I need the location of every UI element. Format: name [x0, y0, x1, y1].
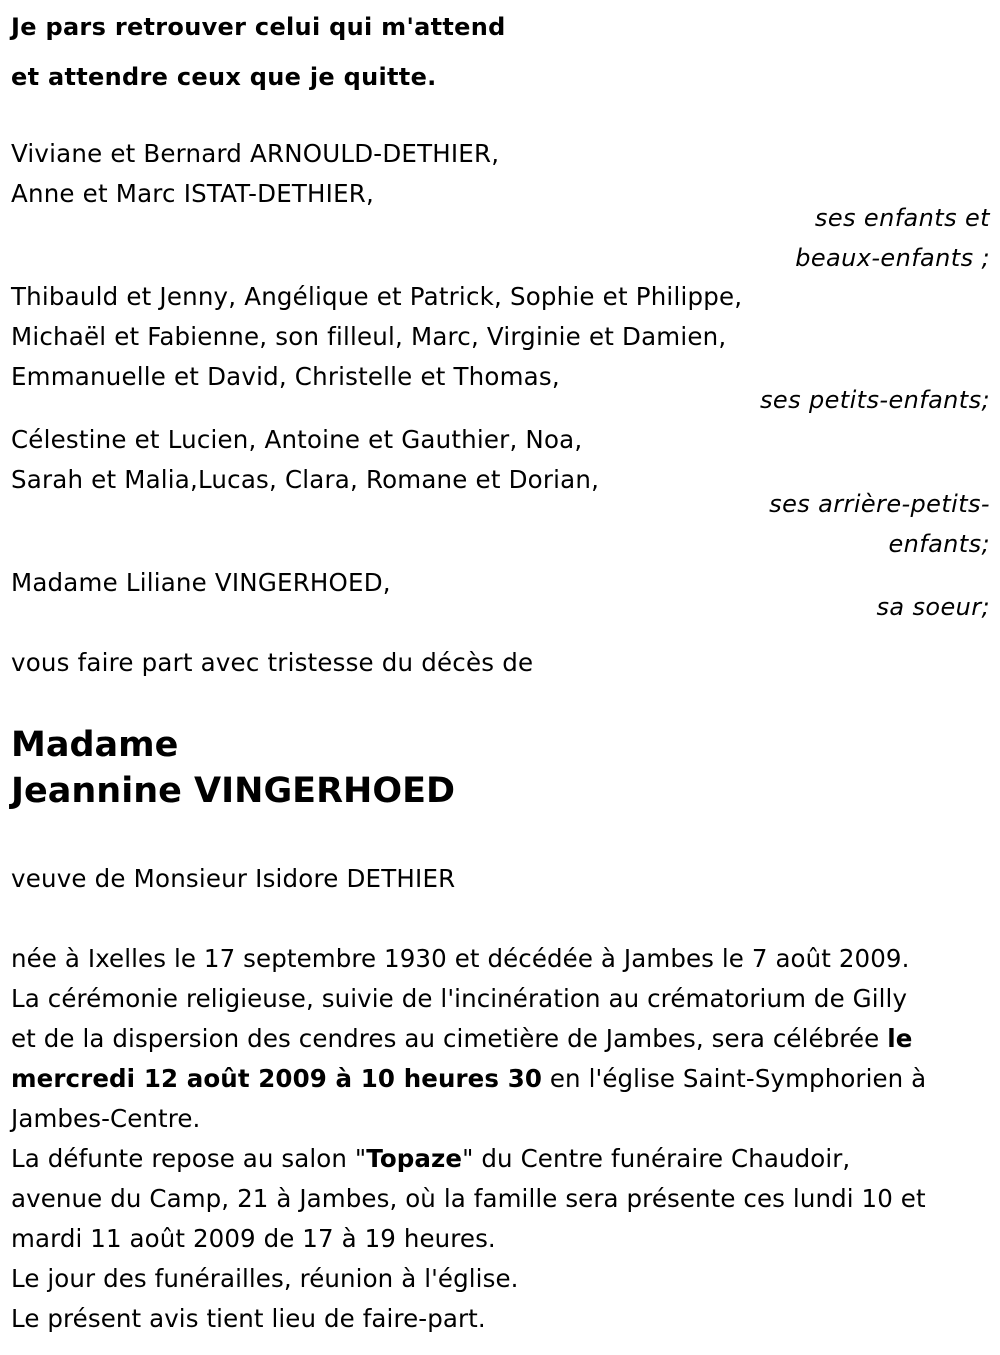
detail-line: mardi 11 août 2009 de 17 à 19 heures. [11, 1224, 496, 1253]
relation-line: ses petits-enfants; [760, 386, 990, 414]
announcement: vous faire part avec tristesse du décès de [11, 648, 534, 677]
detail-line: née à Ixelles le 17 septembre 1930 et décédée à Jambes le 7 août 2009. [11, 944, 910, 973]
relation-line: ses arrière-petits- [769, 490, 990, 518]
relation-line: enfants; [888, 530, 990, 558]
detail-line: et de la dispersion des cendres au cimetière de Jambes, sera célébrée le [11, 1024, 913, 1053]
family-line: Viviane et Bernard ARNOULD-DETHIER, [11, 139, 500, 168]
family-line: Célestine et Lucien, Antoine et Gauthier, Noa, [11, 425, 583, 454]
ceremony-date: mercredi 12 août 2009 à 10 heures 30 [11, 1064, 542, 1093]
family-line: Sarah et Malia,Lucas, Clara, Romane et Dorian, [11, 465, 600, 494]
ceremony-date-emphasis: le [887, 1024, 913, 1053]
detail-line: La cérémonie religieuse, suivie de l'incinération au crématorium de Gilly [11, 984, 908, 1013]
family-line: Thibauld et Jenny, Angélique et Patrick, Sophie et Philippe, [11, 282, 743, 311]
deceased-title: Madame [11, 725, 179, 765]
detail-line: avenue du Camp, 21 à Jambes, où la famille sera présente ces lundi 10 et [11, 1184, 926, 1213]
children-relation [795, 198, 990, 278]
grandchildren-relation [760, 380, 990, 420]
verse-line: Je pars retrouver celui qui m'attend [11, 13, 506, 41]
detail-line: Le jour des funérailles, réunion à l'église. [11, 1264, 519, 1293]
family-line: Madame Liliane VINGERHOED, [11, 568, 391, 597]
verse-line: et attendre ceux que je quitte. [11, 63, 437, 91]
great-grandchildren-list [11, 420, 599, 500]
funeral-details [11, 939, 991, 1339]
relation-line: ses enfants et [814, 204, 990, 232]
widow-of: veuve de Monsieur Isidore DETHIER [11, 864, 456, 893]
relation-line: beaux-enfants ; [795, 244, 990, 272]
family-line: Emmanuelle et David, Christelle et Thomas, [11, 362, 560, 391]
detail-line: Jambes-Centre. [11, 1104, 201, 1133]
salon-name: Topaze [366, 1144, 463, 1173]
opening-verse [11, 2, 506, 102]
deceased-name-block [11, 722, 455, 814]
family-line: Michaël et Fabienne, son filleul, Marc, Virginie et Damien, [11, 322, 727, 351]
family-line: Anne et Marc ISTAT-DETHIER, [11, 179, 374, 208]
grandchildren-list [11, 277, 742, 397]
detail-line: Le présent avis tient lieu de faire-part. [11, 1304, 486, 1333]
detail-line: mercredi 12 août 2009 à 10 heures 30 en l'église Saint-Symphorien à [11, 1064, 927, 1093]
sister-relation [876, 587, 990, 627]
relation-line: sa soeur; [876, 593, 990, 621]
sister-line [11, 563, 391, 603]
deceased-name: Jeannine VINGERHOED [11, 771, 456, 811]
great-grandchildren-relation [769, 484, 990, 564]
detail-line: La défunte repose au salon "Topaze" du Centre funéraire Chaudoir, [11, 1144, 851, 1173]
children-list [11, 134, 499, 214]
